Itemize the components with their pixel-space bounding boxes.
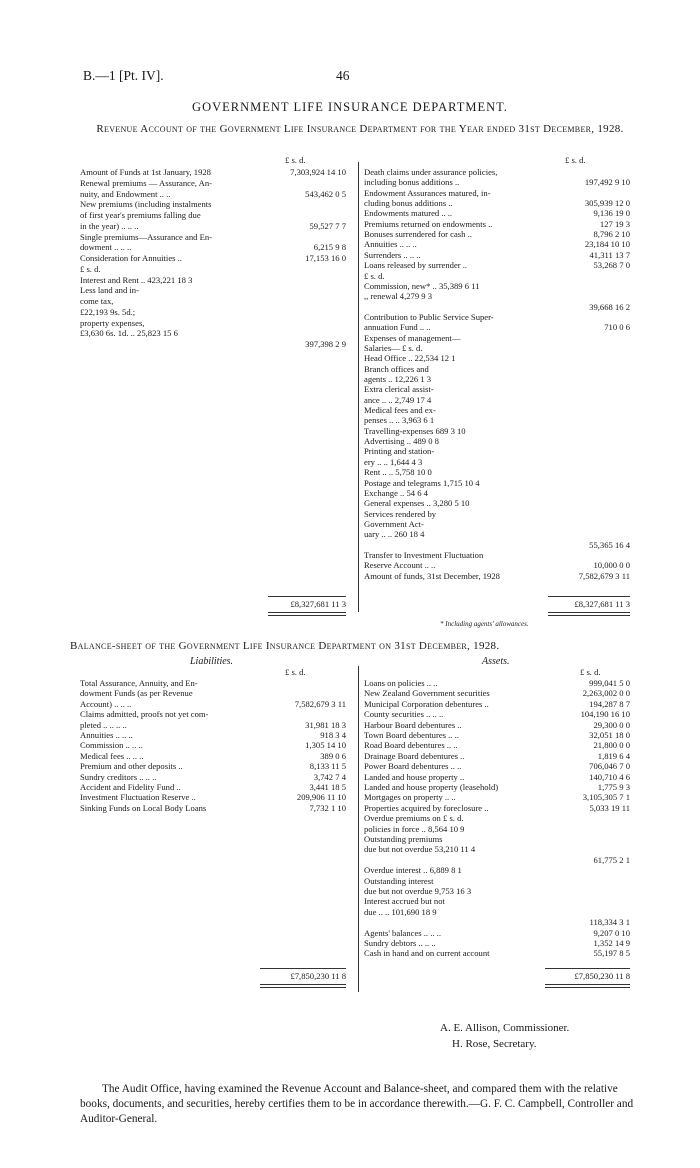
line-amount: 5,033 19 11 <box>589 802 630 813</box>
line-label: ance .. .. 2,749 17 4 <box>364 394 432 405</box>
line-label: Outstanding interest <box>364 875 434 886</box>
revenue-left-total: £8,327,681 11 3 <box>290 599 346 609</box>
line-amount: 17,153 16 0 <box>305 253 346 263</box>
balance-sheet-title: Balance-sheet of the Government Life Insurance Department on 31st December, 1928. <box>70 640 500 652</box>
line-amount: 7,303,924 14 10 <box>290 167 346 177</box>
line-label: Loans on policies .. .. <box>364 678 438 688</box>
line-label: including bonus additions .. <box>364 177 460 188</box>
line-label: dowment Funds (as per Revenue <box>80 688 193 699</box>
line-label: Less land and in- <box>80 285 139 296</box>
line-amount: 3,105,305 7 1 <box>582 792 630 803</box>
line-amount: 397,398 2 9 <box>305 339 346 349</box>
assets-heading: Assets. <box>482 656 510 667</box>
line-amount: 305,939 12 0 <box>584 198 630 209</box>
line-label: Landed and house property (leasehold) <box>364 782 499 792</box>
line-label: Overdue premiums on £ s. d. <box>364 813 464 824</box>
line-label: uary .. .. 260 18 4 <box>364 529 425 540</box>
line-amount: 32,051 18 0 <box>589 730 630 740</box>
line-label: Interest and Rent .. 423,221 18 3 <box>80 274 193 285</box>
line-label: Surrenders .. .. .. <box>364 249 421 260</box>
line-label: Head Office .. 22,534 12 1 <box>364 353 456 364</box>
line-amount: 209,906 11 10 <box>296 792 346 803</box>
line-amount: 10,000 0 0 <box>593 560 630 571</box>
line-label: Overdue interest .. 6,889 8 1 <box>364 865 462 876</box>
line-label: Bonuses surrendered for cash .. <box>364 229 472 240</box>
line-amount: 21,800 0 0 <box>593 740 630 751</box>
line-label: Properties acquired by foreclosure .. <box>364 802 489 813</box>
page-number: 46 <box>336 68 350 83</box>
line-amount: 194,287 8 7 <box>589 698 630 709</box>
line-amount: 31,981 18 3 <box>305 719 346 730</box>
line-amount: 53,268 7 0 <box>593 260 630 271</box>
line-amount: 9,207 0 10 <box>593 927 630 938</box>
line-label: Endowment Assurances matured, in- <box>364 187 491 198</box>
line-label: Power Board debentures .. .. <box>364 761 462 772</box>
line-label: £3,630 6s. 1d. .. 25,823 15 6 <box>80 328 178 339</box>
line-amount: 104,190 16 10 <box>580 709 630 720</box>
line-amount: 8,133 11 5 <box>309 761 346 772</box>
line-label: Road Board debentures .. .. <box>364 740 458 751</box>
line-label: Death claims under assurance policies, <box>364 167 498 177</box>
line-amount: 543,462 0 5 <box>305 188 346 199</box>
line-label: Agents' balances .. .. .. <box>364 927 441 938</box>
line-label: Commission .. .. .. <box>80 740 143 751</box>
line-label: Rent .. .. 5,758 10 0 <box>364 467 432 478</box>
line-label: Commission, new* .. 35,389 6 11 <box>364 280 480 291</box>
line-amount: 140,710 4 6 <box>589 771 630 782</box>
line-label: Services rendered by <box>364 508 437 519</box>
revenue-left-col-head: £ s. d. <box>285 155 306 165</box>
line-label: due but not overdue 53,210 11 4 <box>364 844 476 855</box>
line-label: Sinking Funds on Local Body Loans <box>80 802 207 813</box>
assets-total: £7,850,230 11 8 <box>574 971 630 981</box>
line-amount: 1,775 9 3 <box>597 782 630 792</box>
revenue-left-total-double-rule <box>268 612 346 616</box>
line-label: Amount of funds, 31st December, 1928 <box>364 570 500 581</box>
line-amount: 8,796 2 10 <box>593 229 630 240</box>
line-amount: 59,527 7 7 <box>309 220 346 231</box>
liabilities-heading: Liabilities. <box>190 656 234 667</box>
line-amount: 3,742 7 4 <box>313 771 346 782</box>
liabilities-col-head: £ s. d. <box>285 667 306 677</box>
line-label: pleted .. .. .. .. <box>80 719 127 730</box>
revenue-footnote: * Including agents' allowances. <box>440 620 529 628</box>
line-amount: 918 3 4 <box>320 730 346 740</box>
line-amount: 55,197 8 5 <box>593 948 630 959</box>
line-label: £ s. d. <box>364 270 385 281</box>
line-amount: 39,668 16 2 <box>589 301 630 312</box>
line-amount: 61,775 2 1 <box>593 854 630 865</box>
liabilities-total-rule <box>260 968 346 969</box>
line-amount: 1,305 14 10 <box>305 740 346 751</box>
line-label: General expenses .. 3,280 5 10 <box>364 498 470 509</box>
line-label: Single premiums—Assurance and En- <box>80 231 212 242</box>
line-label: Consideration for Annuities .. <box>80 253 182 263</box>
line-amount: 7,582,679 3 11 <box>294 698 346 709</box>
line-amount: 999,041 5 0 <box>589 678 630 688</box>
line-label: Loans released by surrender .. <box>364 260 468 271</box>
revenue-account-title: Revenue Account of the Government Life Insurance Department for the Year ended 31st December, 1928. <box>96 123 624 135</box>
line-label: Renewal premiums — Assurance, An- <box>80 177 212 188</box>
line-label: County securities .. .. .. <box>364 709 444 720</box>
balance-divider <box>358 666 359 992</box>
line-label: dowment .. .. .. <box>80 242 132 253</box>
line-label: Annuities .. .. .. <box>80 730 133 740</box>
line-label: Expenses of management— <box>364 332 461 343</box>
line-label: property expenses, <box>80 317 145 328</box>
line-label: Annuities .. .. .. <box>364 239 417 250</box>
line-label: Account) .. .. .. <box>80 698 132 709</box>
line-amount: 23,184 10 10 <box>584 239 630 250</box>
line-amount: 9,136 19 0 <box>593 208 630 219</box>
line-label: due but not overdue 9,753 16 3 <box>364 886 472 896</box>
line-amount: 2,263,002 0 0 <box>582 688 630 699</box>
line-label: Drainage Board debentures .. <box>364 750 465 761</box>
line-label: Cash in hand and on current account <box>364 948 490 959</box>
line-label: £22,193 9s. 5d.; <box>80 306 136 317</box>
line-label: Transfer to Investment Fluctuation <box>364 549 484 560</box>
line-label: nuity, and Endowment .. .. <box>80 188 171 199</box>
line-amount: 3,441 18 5 <box>309 782 346 792</box>
line-label: Medical fees and ex- <box>364 405 436 416</box>
line-label: New Zealand Government securities <box>364 688 490 699</box>
line-label: Premium and other deposits .. <box>80 761 183 772</box>
line-label: Harbour Board debentures .. <box>364 719 462 730</box>
line-amount: 55,365 16 4 <box>589 539 630 550</box>
line-label: Accident and Fidelity Fund .. <box>80 782 181 792</box>
line-amount: 1,352 14 9 <box>593 938 630 948</box>
line-label: ,, renewal 4,279 9 3 <box>364 291 433 302</box>
line-label: cluding bonus additions .. <box>364 198 453 209</box>
line-label: Branch offices and <box>364 363 429 374</box>
assets-total-double-rule <box>545 984 630 988</box>
line-label: due .. .. 101,690 18 9 <box>364 906 437 917</box>
line-amount: 29,300 0 0 <box>593 719 630 730</box>
liabilities-total-double-rule <box>260 984 346 988</box>
line-label: Extra clerical assist- <box>364 384 434 395</box>
line-label: Government Act- <box>364 518 424 529</box>
line-label: £ s. d. <box>80 263 101 274</box>
line-label: Postage and telegrams 1,715 10 4 <box>364 477 480 488</box>
line-label: Sundry debtors .. .. .. <box>364 938 436 948</box>
line-amount: 706,046 7 0 <box>589 761 630 772</box>
line-label: in the year) .. .. .. <box>80 220 139 231</box>
line-label: Town Board debentures .. .. <box>364 730 459 740</box>
liabilities-total: £7,850,230 11 8 <box>290 971 346 981</box>
line-label: annuation Fund .. .. <box>364 322 431 333</box>
line-amount: 389 0 6 <box>320 750 346 761</box>
line-amount: 7,582,679 3 11 <box>578 570 630 581</box>
document-reference: B.—1 [Pt. IV]. <box>83 68 164 83</box>
revenue-right-col-head: £ s. d. <box>565 155 586 165</box>
line-label: Investment Fluctuation Reserve .. <box>80 792 196 803</box>
line-label: Reserve Account .. .. <box>364 560 436 571</box>
department-title: GOVERNMENT LIFE INSURANCE DEPARTMENT. <box>192 100 508 114</box>
line-label: Sundry creditors .. .. .. <box>80 771 157 782</box>
line-label: agents .. 12,226 1 3 <box>364 374 432 384</box>
revenue-left-total-rule <box>268 596 346 597</box>
line-label: Exchange .. 54 6 4 <box>364 487 428 498</box>
assets-col-head: £ s. d. <box>580 667 601 677</box>
line-label: policies in force .. 8,564 10 9 <box>364 823 465 834</box>
line-label: Outstanding premiums <box>364 834 443 844</box>
line-amount: 41,311 13 7 <box>589 249 630 260</box>
secretary-signature: H. Rose, Secretary. <box>452 1038 537 1050</box>
revenue-right-total: £8,327,681 11 3 <box>574 599 630 609</box>
line-label: New premiums (including instalments <box>80 199 212 210</box>
audit-certificate: The Audit Office, having examined the Revenue Account and Balance-sheet, and compared them with the relative books, documents, and securities, hereby certifies them to be in accordance therewith.—G. F. C. Campbell, Controller and Auditor-General. <box>80 1083 634 1125</box>
line-label: Salaries— £ s. d. <box>364 342 423 353</box>
line-label: Municipal Corporation debentures .. <box>364 698 489 709</box>
line-amount: 6,215 9 8 <box>313 242 346 253</box>
line-label: Premiums returned on endowments .. <box>364 218 493 229</box>
revenue-right-total-rule <box>548 596 630 597</box>
line-label: Travelling-expenses 689 3 10 <box>364 425 466 436</box>
line-label: Landed and house property .. <box>364 771 465 782</box>
line-amount: 7,732 1 10 <box>309 802 346 813</box>
line-label: Interest accrued but not <box>364 896 445 907</box>
line-label: Amount of Funds at 1st January, 1928 <box>80 167 211 177</box>
line-label: Printing and station- <box>364 446 435 457</box>
commissioner-signature: A. E. Allison, Commissioner. <box>440 1022 570 1034</box>
line-label: penses .. .. 3,963 6 1 <box>364 415 435 426</box>
line-amount: 118,334 3 1 <box>589 917 630 928</box>
line-label: Contribution to Public Service Super- <box>364 311 494 322</box>
line-amount: 127 19 3 <box>599 218 630 229</box>
line-amount: 1,819 6 4 <box>597 750 630 761</box>
line-label: of first year's premiums falling due <box>80 210 201 220</box>
line-label: Total Assurance, Annuity, and En- <box>80 678 198 688</box>
revenue-right-total-double-rule <box>548 612 630 616</box>
line-label: Mortgages on property .. .. <box>364 792 456 803</box>
line-label: ery .. .. 1,644 4 3 <box>364 456 423 467</box>
line-amount: 197,492 9 10 <box>584 177 630 188</box>
line-label: come tax, <box>80 296 114 306</box>
line-amount: 710 0 6 <box>604 322 630 333</box>
line-label: Advertising .. 489 0 8 <box>364 436 439 447</box>
assets-total-rule <box>545 968 630 969</box>
line-label: Endowments matured .. .. <box>364 208 453 219</box>
line-label: Claims admitted, proofs not yet com- <box>80 709 209 720</box>
line-label: Medical fees .. .. .. <box>80 750 144 761</box>
revenue-divider <box>358 162 359 612</box>
